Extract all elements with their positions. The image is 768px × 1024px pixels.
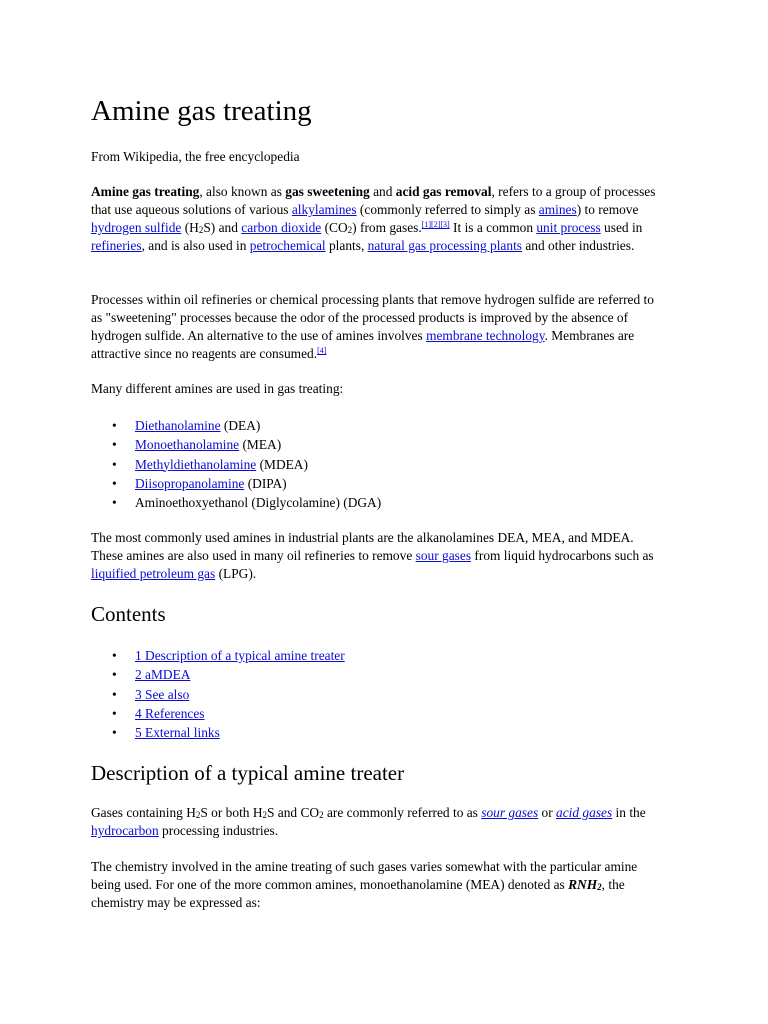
subscript: 2: [195, 810, 201, 820]
link-petrochemical[interactable]: petrochemical: [249, 238, 326, 253]
sweetening-paragraph: [91, 291, 661, 363]
link-methyldiethanolamine[interactable]: Methyldiethanolamine: [135, 456, 257, 472]
toc-link-description[interactable]: 1 Description of a typical amine treater: [135, 648, 345, 663]
link-liquified-petroleum-gas[interactable]: liquified petroleum gas: [91, 566, 216, 581]
toc-item: [91, 685, 661, 704]
chemistry-paragraph: [91, 858, 661, 912]
text: (MDEA): [256, 456, 308, 472]
formula-text: RNH: [568, 877, 598, 892]
subscript: 2: [262, 810, 267, 820]
text: ) to remove: [576, 202, 639, 217]
text: , the chemistry may be expressed as:: [91, 877, 625, 910]
subscript: 2: [347, 225, 353, 235]
text: Processes within oil refineries or chemical processing plants that remove hydrogen sulfide are referred to as "sweetening" processes because the odor of the processed products is improved by the absence of hydrogen sulfide. An alternative to the use of amines involves: [91, 292, 654, 343]
text: The chemistry involved in the amine treating of such gases varies somewhat with the particular amine being used. For one of the more common amines, monoethanolamine (MEA) denoted as: [91, 859, 638, 892]
toc-item: [91, 665, 661, 684]
text: The most commonly used amines in industrial plants are the alkanolamines DEA, MEA, and MDEA. These amines are also used in many oil refineries to remove: [91, 530, 634, 563]
term-amine-gas-treating: Amine gas treating: [91, 184, 200, 199]
text: (commonly referred to simply as: [356, 202, 539, 217]
subscript: 2: [319, 810, 324, 820]
term-acid-gas-removal: acid gas removal: [395, 184, 492, 199]
toc-link-see-also[interactable]: 3 See also: [135, 686, 190, 702]
text: It is a common: [449, 220, 537, 235]
page-title: Amine gas treating: [91, 95, 312, 127]
text: and other industries.: [522, 238, 635, 253]
amines-intro-paragraph: Many different amines are used in gas treating:: [91, 381, 344, 396]
sour-gases-paragraph: [91, 804, 661, 840]
tagline: From Wikipedia, the free encyclopedia: [91, 149, 300, 164]
text: in the: [612, 805, 646, 820]
text: (LPG).: [215, 566, 257, 581]
link-acid-gases[interactable]: acid gases: [556, 805, 613, 820]
table-of-contents: [91, 646, 661, 742]
subscript: 2: [198, 225, 204, 235]
text: S) and: [203, 220, 242, 235]
toc-item: [91, 704, 661, 723]
text: are commonly referred to as: [323, 805, 482, 820]
text: . Membranes are attractive since no reagents are consumed.: [91, 328, 635, 361]
text: plants,: [325, 238, 368, 253]
toc-link-amdea[interactable]: 2 aMDEA: [135, 667, 191, 683]
citation-1-2-3[interactable]: [1][2][3]: [421, 220, 450, 229]
link-hydrocarbon[interactable]: hydrocarbon: [91, 823, 159, 838]
text: from liquid hydrocarbons such as: [471, 548, 654, 563]
text: used in: [600, 220, 643, 235]
section-heading-description: Description of a typical amine treater: [91, 761, 405, 785]
intro-paragraph: [91, 183, 661, 255]
text: S or both H: [200, 805, 263, 820]
formula-rnh2: [568, 877, 602, 892]
amines-list: [91, 416, 661, 512]
link-carbon-dioxide[interactable]: carbon dioxide: [241, 220, 322, 235]
text: , also known as: [199, 184, 286, 199]
text: , refers to a group of processes that use aqueous solutions of various: [91, 184, 656, 217]
citation-4[interactable]: [4]: [317, 346, 327, 355]
list-item: [91, 416, 661, 435]
text: (CO: [321, 220, 348, 235]
list-item: [91, 493, 661, 512]
text: Aminoethoxyethanol (Diglycolamine) (DGA): [135, 495, 382, 510]
list-item: [91, 435, 661, 454]
link-refineries[interactable]: refineries: [91, 238, 142, 253]
link-alkylamines[interactable]: alkylamines: [291, 202, 357, 217]
toc-item: [91, 646, 661, 665]
text: , and is also used in: [141, 238, 250, 253]
subscript: 2: [597, 882, 602, 892]
link-membrane-technology[interactable]: membrane technology: [426, 328, 545, 343]
link-sour-gases-italic[interactable]: sour gases: [481, 805, 539, 820]
contents-heading: Contents: [91, 602, 166, 626]
text: processing industries.: [158, 823, 279, 838]
text: or: [538, 805, 557, 820]
link-sour-gases[interactable]: sour gases: [415, 548, 472, 563]
link-diisopropanolamine[interactable]: Diisopropanolamine: [135, 475, 245, 491]
term-gas-sweetening: gas sweetening: [285, 184, 370, 199]
text: (DEA): [220, 418, 261, 433]
toc-item: [91, 723, 661, 742]
link-natural-gas-processing-plants[interactable]: natural gas processing plants: [367, 238, 522, 253]
text: S and CO: [267, 805, 320, 820]
text: Gases containing H: [91, 805, 196, 820]
text: (MEA): [239, 437, 282, 453]
toc-link-references[interactable]: 4 References: [135, 705, 205, 721]
text: (DIPA): [244, 475, 287, 491]
link-amines[interactable]: amines: [538, 202, 577, 217]
text: and: [369, 184, 396, 199]
text: ) from gases.: [352, 220, 422, 235]
alkanolamines-paragraph: [91, 529, 661, 583]
link-unit-process[interactable]: unit process: [536, 220, 601, 235]
link-diethanolamine[interactable]: Diethanolamine: [135, 418, 221, 433]
text: (H: [181, 220, 199, 235]
link-monoethanolamine[interactable]: Monoethanolamine: [135, 437, 240, 453]
list-item: [91, 474, 661, 493]
toc-link-external-links[interactable]: 5 External links: [135, 725, 220, 740]
list-item: [91, 455, 661, 474]
link-hydrogen-sulfide[interactable]: hydrogen sulfide: [91, 220, 182, 235]
